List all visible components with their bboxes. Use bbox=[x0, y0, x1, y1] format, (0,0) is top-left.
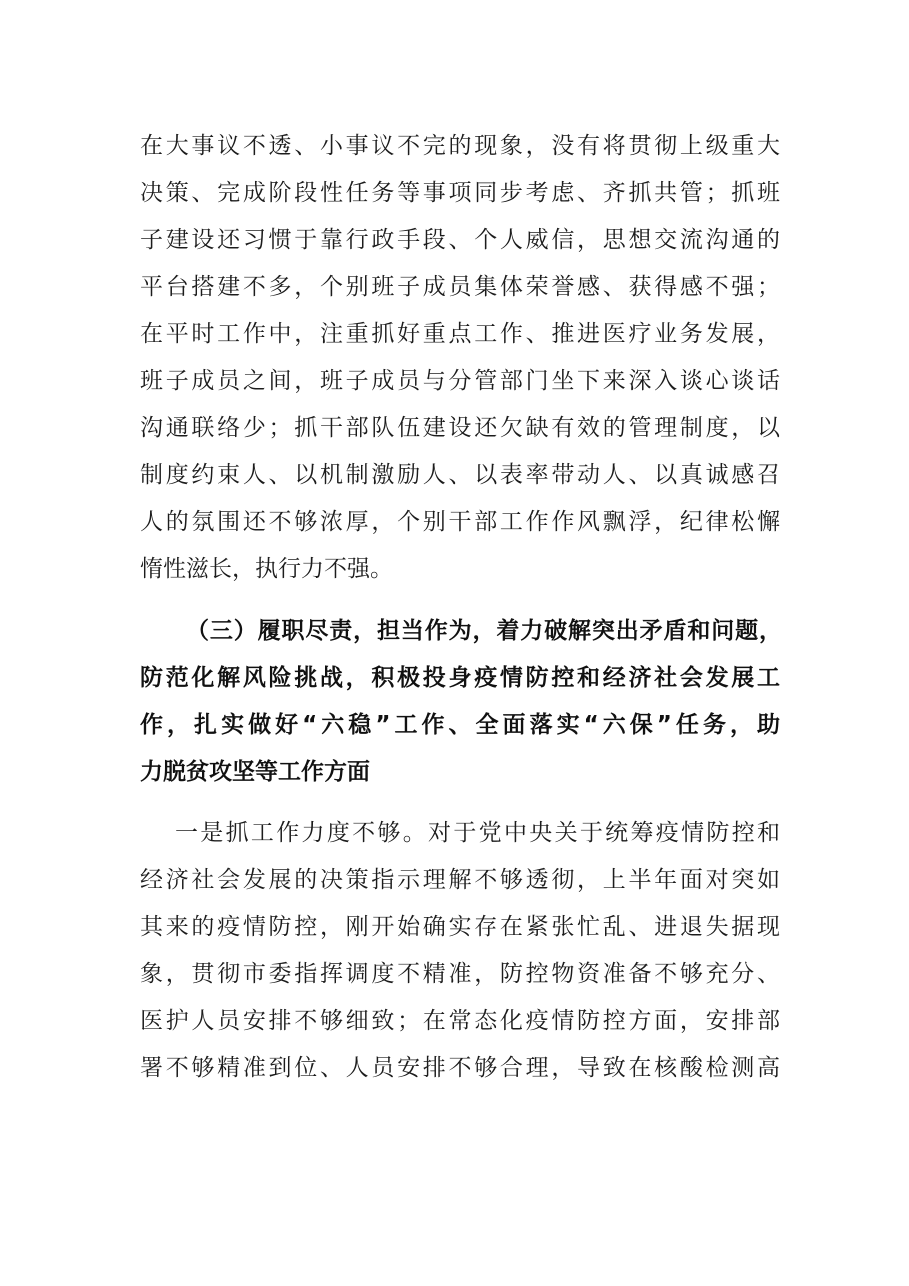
body-text-line: 象，贯彻市委指挥调度不精准，防控物资准备不够充分、 bbox=[140, 961, 780, 987]
body-text-line: 沟通联络少；抓干部队伍建设还欠缺有效的管理制度，以 bbox=[140, 415, 780, 441]
body-text-line: 班子成员之间，班子成员与分管部门坐下来深入谈心谈话 bbox=[140, 368, 780, 394]
body-text-line: 其来的疫情防控，刚开始确实存在紧张忙乱、进退失据现 bbox=[140, 914, 780, 940]
body-text-line: 惰性滋长，执行力不强。 bbox=[140, 556, 393, 582]
body-text-line: 医护人员安排不够细致；在常态化疫情防控方面，安排部 bbox=[140, 1008, 780, 1034]
body-text-line: 一是抓工作力度不够。对于党中央关于统筹疫情防控和 bbox=[175, 820, 780, 846]
body-text-line: 人的氛围还不够浓厚，个别干部工作作风飘浮，纪律松懈 bbox=[140, 509, 780, 535]
body-text-line: 在平时工作中，注重抓好重点工作、推进医疗业务发展， bbox=[140, 321, 780, 347]
body-text-line: 在大事议不透、小事议不完的现象，没有将贯彻上级重大 bbox=[140, 133, 780, 159]
body-text-line: 制度约束人、以机制激励人、以表率带动人、以真诚感召 bbox=[140, 462, 780, 488]
body-text-line: 平台搭建不多，个别班子成员集体荣誉感、获得感不强； bbox=[140, 274, 780, 300]
section-heading-line: 防范化解风险挑战，积极投身疫情防控和经济社会发展工 bbox=[140, 665, 780, 691]
section-heading-line: 作，扎实做好“六稳”工作、全面落实“六保”任务，助 bbox=[140, 712, 780, 738]
section-heading-line: 力脱贫攻坚等工作方面 bbox=[140, 759, 370, 785]
body-text-line: 经济社会发展的决策指示理解不够透彻，上半年面对突如 bbox=[140, 867, 780, 893]
body-text-line: 子建设还习惯于靠行政手段、个人威信，思想交流沟通的 bbox=[140, 227, 780, 253]
body-text-line: 署不够精准到位、人员安排不够合理，导致在核酸检测高 bbox=[140, 1055, 780, 1081]
body-text-line: 决策、完成阶段性任务等事项同步考虑、齐抓共管；抓班 bbox=[140, 180, 780, 206]
section-heading-line: （三）履职尽责，担当作为，着力破解突出矛盾和问题， bbox=[186, 618, 782, 644]
